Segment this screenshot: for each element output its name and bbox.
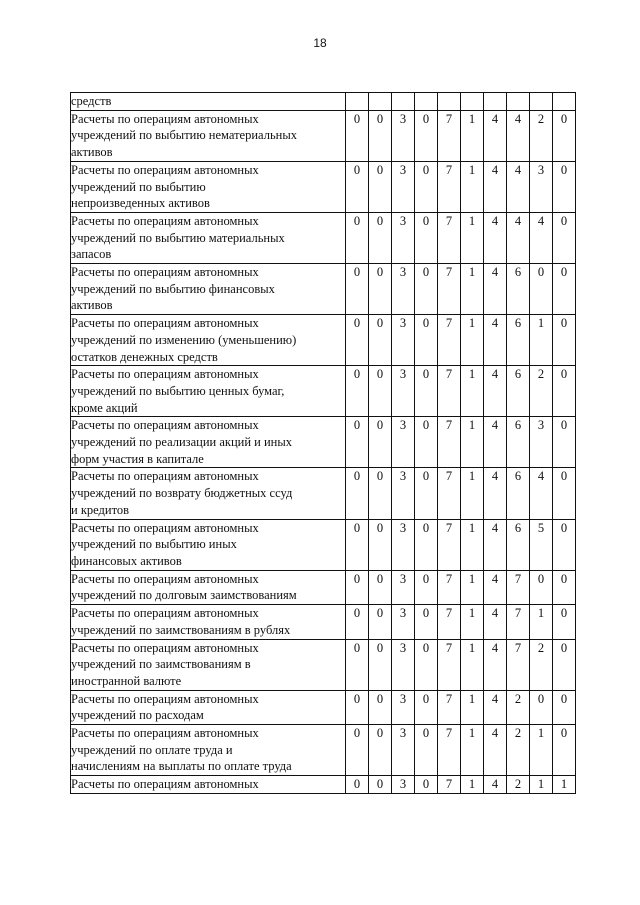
code-digit-cell: 0: [346, 264, 369, 315]
code-digit-cell: 7: [507, 605, 530, 639]
code-digit-cell: 3: [392, 725, 415, 776]
code-digit-cell: 0: [346, 570, 369, 604]
code-digit-cell: 4: [484, 570, 507, 604]
code-digit-cell: 0: [553, 725, 576, 776]
table-row: [71, 315, 576, 366]
code-digit-cell: 3: [530, 417, 553, 468]
code-digit-cell: 0: [369, 519, 392, 570]
account-name-line: учреждений по выбытию финансовых: [71, 281, 275, 296]
code-digit-cell: 1: [461, 161, 484, 212]
code-digit-cell: 0: [369, 366, 392, 417]
code-digit-cell: 0: [415, 110, 438, 161]
code-digit-cell: 0: [369, 725, 392, 776]
code-digit-cell: [369, 93, 392, 111]
code-digit-cell: 0: [346, 417, 369, 468]
account-name-cell: [71, 776, 346, 794]
account-name-line: кроме акций: [71, 400, 138, 415]
account-name-line: Расчеты по операциям автономных: [71, 520, 259, 535]
table-row: [71, 110, 576, 161]
code-digit-cell: 0: [346, 605, 369, 639]
code-digit-cell: 0: [415, 417, 438, 468]
code-digit-cell: 0: [415, 519, 438, 570]
code-digit-cell: 4: [484, 776, 507, 794]
code-digit-cell: 0: [346, 776, 369, 794]
account-name-line: Расчеты по операциям автономных: [71, 316, 259, 331]
code-digit-cell: 6: [507, 366, 530, 417]
code-digit-cell: 4: [484, 417, 507, 468]
account-name-line: активов: [71, 145, 113, 160]
code-digit-cell: 1: [461, 468, 484, 519]
code-digit-cell: 0: [415, 725, 438, 776]
code-digit-cell: [392, 93, 415, 111]
code-digit-cell: 7: [438, 776, 461, 794]
account-name-line: учреждений по заимствованиям в рублях: [71, 622, 291, 637]
code-digit-cell: 3: [392, 366, 415, 417]
code-digit-cell: 0: [369, 570, 392, 604]
code-digit-cell: 4: [484, 161, 507, 212]
code-digit-cell: 0: [553, 264, 576, 315]
code-digit-cell: 0: [369, 315, 392, 366]
code-digit-cell: [507, 93, 530, 111]
code-digit-cell: 0: [369, 212, 392, 263]
code-digit-cell: 7: [507, 570, 530, 604]
code-digit-cell: 0: [369, 110, 392, 161]
account-name-line: Расчеты по операциям автономных: [71, 691, 259, 706]
code-digit-cell: 0: [369, 161, 392, 212]
code-digit-cell: 6: [507, 468, 530, 519]
account-name-cell: [71, 468, 346, 519]
account-name-line: Расчеты по операциям автономных: [71, 640, 259, 655]
account-name-line: Расчеты по операциям автономных: [71, 606, 259, 621]
account-name-cell: [71, 366, 346, 417]
code-digit-cell: 1: [461, 690, 484, 724]
code-digit-cell: 0: [415, 605, 438, 639]
code-digit-cell: 1: [461, 212, 484, 263]
account-name-cell: [71, 212, 346, 263]
code-digit-cell: 7: [438, 725, 461, 776]
account-name-cell: [71, 161, 346, 212]
code-digit-cell: 7: [438, 366, 461, 417]
code-digit-cell: 0: [415, 690, 438, 724]
account-name-line: учреждений по выбытию материальных: [71, 230, 285, 245]
code-digit-cell: [415, 93, 438, 111]
code-digit-cell: 3: [392, 519, 415, 570]
code-digit-cell: 3: [392, 110, 415, 161]
code-digit-cell: 3: [392, 570, 415, 604]
code-digit-cell: 0: [369, 605, 392, 639]
code-digit-cell: 7: [438, 212, 461, 263]
code-digit-cell: 1: [461, 605, 484, 639]
table-row: [71, 93, 576, 111]
code-digit-cell: 3: [392, 212, 415, 263]
code-digit-cell: 4: [484, 690, 507, 724]
code-digit-cell: 0: [553, 417, 576, 468]
code-digit-cell: 4: [484, 639, 507, 690]
code-digit-cell: 4: [530, 212, 553, 263]
table-row: [71, 366, 576, 417]
code-digit-cell: 4: [484, 605, 507, 639]
code-digit-cell: 4: [484, 519, 507, 570]
code-digit-cell: [438, 93, 461, 111]
code-digit-cell: 3: [392, 161, 415, 212]
table-row: [71, 570, 576, 604]
account-name-cell: [71, 315, 346, 366]
code-digit-cell: 4: [530, 468, 553, 519]
code-digit-cell: 6: [507, 315, 530, 366]
code-digit-cell: 0: [530, 690, 553, 724]
account-name-line: Расчеты по операциям автономных: [71, 777, 259, 792]
account-name-cell: [71, 264, 346, 315]
code-digit-cell: 3: [392, 315, 415, 366]
code-digit-cell: 0: [553, 639, 576, 690]
code-digit-cell: 7: [438, 468, 461, 519]
code-digit-cell: 5: [530, 519, 553, 570]
code-digit-cell: 0: [369, 264, 392, 315]
code-digit-cell: 0: [553, 110, 576, 161]
account-name-cell: [71, 417, 346, 468]
account-name-line: учреждений по долговым заимствованиям: [71, 588, 297, 603]
account-name-line: непроизведенных активов: [71, 196, 210, 211]
code-digit-cell: 0: [553, 605, 576, 639]
code-digit-cell: 1: [530, 315, 553, 366]
account-name-line: учреждений по возврату бюджетных ссуд: [71, 486, 293, 501]
code-digit-cell: 2: [530, 639, 553, 690]
table-row: [71, 605, 576, 639]
code-digit-cell: 0: [346, 468, 369, 519]
code-digit-cell: 1: [461, 315, 484, 366]
code-digit-cell: 0: [415, 264, 438, 315]
account-name-line: активов: [71, 298, 113, 313]
account-name-line: учреждений по реализации акций и иных: [71, 435, 293, 450]
table-row: [71, 690, 576, 724]
account-name-line: Расчеты по операциям автономных: [71, 111, 259, 126]
account-name-line: учреждений по изменению (уменьшению): [71, 332, 297, 347]
code-digit-cell: 4: [484, 110, 507, 161]
code-digit-cell: 0: [346, 690, 369, 724]
code-digit-cell: 0: [553, 519, 576, 570]
code-digit-cell: 0: [346, 366, 369, 417]
code-digit-cell: 2: [507, 725, 530, 776]
account-name-line: форм участия в капитале: [71, 451, 204, 466]
code-digit-cell: [484, 93, 507, 111]
account-name-cell: [71, 690, 346, 724]
account-name-cell: [71, 93, 346, 111]
code-digit-cell: 3: [392, 605, 415, 639]
code-digit-cell: 3: [392, 639, 415, 690]
code-digit-cell: 1: [461, 639, 484, 690]
code-digit-cell: 1: [461, 570, 484, 604]
account-name-line: учреждений по выбытию ценных бумаг,: [71, 383, 285, 398]
code-digit-cell: 0: [346, 315, 369, 366]
code-digit-cell: 3: [392, 690, 415, 724]
code-digit-cell: 4: [507, 110, 530, 161]
code-digit-cell: 7: [438, 639, 461, 690]
code-digit-cell: 7: [438, 605, 461, 639]
code-digit-cell: 1: [530, 725, 553, 776]
code-digit-cell: 0: [346, 110, 369, 161]
code-digit-cell: 4: [484, 264, 507, 315]
account-name-line: Расчеты по операциям автономных: [71, 213, 259, 228]
code-digit-cell: 0: [346, 725, 369, 776]
account-name-line: запасов: [71, 247, 112, 262]
code-digit-cell: 0: [553, 468, 576, 519]
accounts-table: [70, 92, 576, 794]
account-name-line: остатков денежных средств: [71, 349, 218, 364]
code-digit-cell: 0: [553, 690, 576, 724]
code-digit-cell: 1: [461, 110, 484, 161]
account-name-line: учреждений по выбытию: [71, 179, 206, 194]
account-name-line: учреждений по расходам: [71, 708, 204, 723]
code-digit-cell: 2: [507, 690, 530, 724]
account-name-cell: [71, 639, 346, 690]
code-digit-cell: 6: [507, 264, 530, 315]
table-row: [71, 519, 576, 570]
account-name-line: учреждений по оплате труда и: [71, 742, 233, 757]
code-digit-cell: 0: [530, 570, 553, 604]
code-digit-cell: 7: [438, 264, 461, 315]
account-name-line: Расчеты по операциям автономных: [71, 418, 259, 433]
code-digit-cell: 2: [507, 776, 530, 794]
page-number: 18: [313, 36, 327, 50]
account-name-line: начислениям на выплаты по оплате труда: [71, 759, 292, 774]
code-digit-cell: 6: [507, 519, 530, 570]
code-digit-cell: [553, 93, 576, 111]
code-digit-cell: 0: [415, 639, 438, 690]
code-digit-cell: 0: [369, 417, 392, 468]
account-name-line: и кредитов: [71, 502, 130, 517]
code-digit-cell: 0: [415, 468, 438, 519]
account-name-line: учреждений по выбытию нематериальных: [71, 128, 297, 143]
code-digit-cell: 1: [461, 725, 484, 776]
account-name-line: Расчеты по операциям автономных: [71, 162, 259, 177]
code-digit-cell: 4: [484, 212, 507, 263]
code-digit-cell: 0: [346, 212, 369, 263]
code-digit-cell: 0: [553, 366, 576, 417]
code-digit-cell: 2: [530, 110, 553, 161]
table-row: [71, 417, 576, 468]
code-digit-cell: 0: [415, 315, 438, 366]
code-digit-cell: 3: [530, 161, 553, 212]
code-digit-cell: 7: [438, 519, 461, 570]
code-digit-cell: 4: [507, 212, 530, 263]
code-digit-cell: 0: [346, 639, 369, 690]
code-digit-cell: [530, 93, 553, 111]
code-digit-cell: 1: [553, 776, 576, 794]
code-digit-cell: 1: [530, 776, 553, 794]
code-digit-cell: 7: [438, 315, 461, 366]
code-digit-cell: 7: [438, 161, 461, 212]
code-digit-cell: 6: [507, 417, 530, 468]
account-name-line: Расчеты по операциям автономных: [71, 367, 259, 382]
code-digit-cell: 1: [461, 417, 484, 468]
table-row: [71, 264, 576, 315]
account-name-line: Расчеты по операциям автономных: [71, 726, 259, 741]
account-name-line: финансовых активов: [71, 553, 182, 568]
code-digit-cell: 4: [507, 161, 530, 212]
code-digit-cell: 0: [346, 519, 369, 570]
code-digit-cell: 7: [438, 690, 461, 724]
code-digit-cell: 7: [438, 417, 461, 468]
account-name-line: учреждений по заимствованиям в: [71, 657, 251, 672]
code-digit-cell: 1: [461, 366, 484, 417]
code-digit-cell: 3: [392, 417, 415, 468]
code-digit-cell: 1: [461, 519, 484, 570]
code-digit-cell: 1: [461, 776, 484, 794]
accounts-table-body: [71, 93, 576, 794]
code-digit-cell: 7: [438, 570, 461, 604]
code-digit-cell: 0: [415, 776, 438, 794]
code-digit-cell: 0: [415, 570, 438, 604]
code-digit-cell: 0: [369, 690, 392, 724]
account-name-line: средств: [71, 94, 112, 108]
table-row: [71, 776, 576, 794]
table-row: [71, 468, 576, 519]
code-digit-cell: 3: [392, 468, 415, 519]
account-name-cell: [71, 519, 346, 570]
account-name-cell: [71, 605, 346, 639]
code-digit-cell: 0: [369, 776, 392, 794]
code-digit-cell: 0: [553, 570, 576, 604]
code-digit-cell: 3: [392, 776, 415, 794]
account-name-line: Расчеты по операциям автономных: [71, 469, 259, 484]
account-name-cell: [71, 110, 346, 161]
code-digit-cell: 2: [530, 366, 553, 417]
code-digit-cell: 1: [530, 605, 553, 639]
code-digit-cell: [346, 93, 369, 111]
code-digit-cell: 0: [415, 212, 438, 263]
code-digit-cell: 0: [553, 212, 576, 263]
code-digit-cell: 0: [530, 264, 553, 315]
account-name-line: иностранной валюте: [71, 673, 182, 688]
code-digit-cell: 0: [415, 366, 438, 417]
account-name-line: Расчеты по операциям автономных: [71, 571, 259, 586]
code-digit-cell: 3: [392, 264, 415, 315]
code-digit-cell: 0: [369, 639, 392, 690]
code-digit-cell: 0: [415, 161, 438, 212]
code-digit-cell: 4: [484, 315, 507, 366]
code-digit-cell: 4: [484, 468, 507, 519]
account-name-cell: [71, 725, 346, 776]
code-digit-cell: 0: [369, 468, 392, 519]
code-digit-cell: 7: [438, 110, 461, 161]
code-digit-cell: [461, 93, 484, 111]
table-row: [71, 639, 576, 690]
code-digit-cell: 7: [507, 639, 530, 690]
table-row: [71, 212, 576, 263]
account-name-cell: [71, 570, 346, 604]
code-digit-cell: 0: [553, 315, 576, 366]
code-digit-cell: 1: [461, 264, 484, 315]
account-name-line: Расчеты по операциям автономных: [71, 265, 259, 280]
table-row: [71, 725, 576, 776]
account-name-line: учреждений по выбытию иных: [71, 537, 237, 552]
code-digit-cell: 0: [346, 161, 369, 212]
code-digit-cell: 4: [484, 366, 507, 417]
table-row: [71, 161, 576, 212]
code-digit-cell: 0: [553, 161, 576, 212]
code-digit-cell: 4: [484, 725, 507, 776]
